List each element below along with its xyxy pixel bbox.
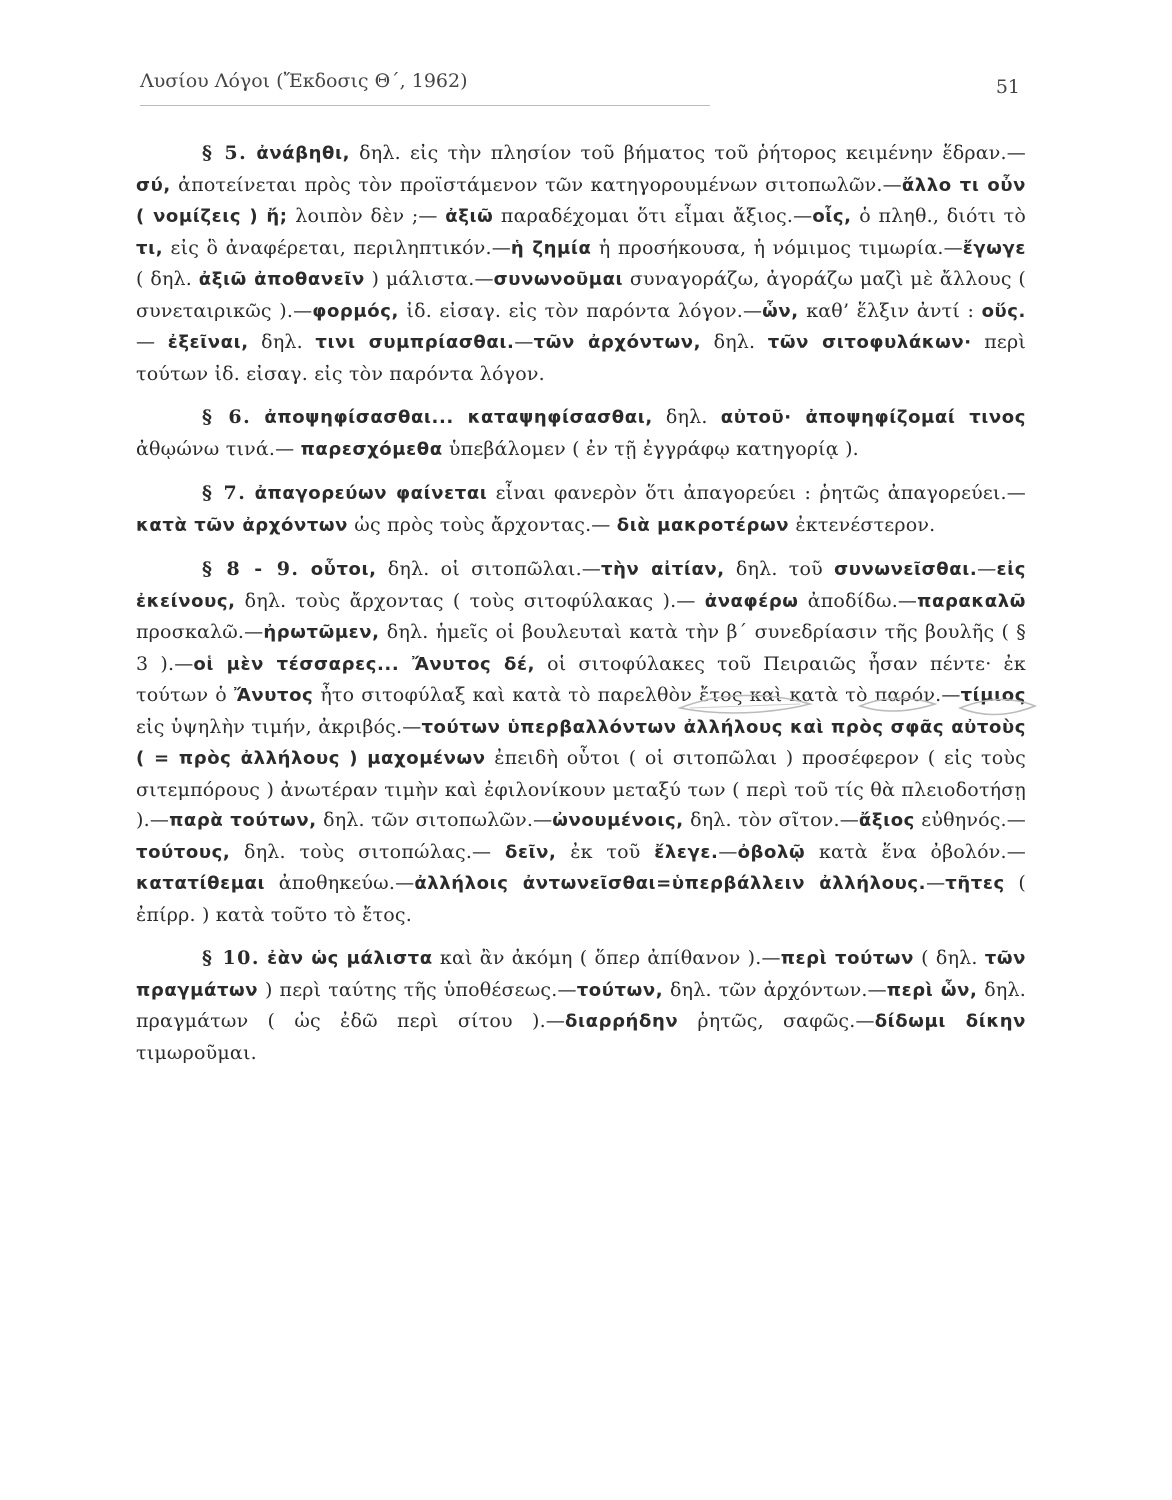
gloss: ἐκτενέστερον. <box>789 513 936 536</box>
lemma: ἠρωτῶμεν, <box>263 622 380 643</box>
gloss: — <box>718 840 738 863</box>
lemma: κατὰ τῶν ἀρχόντων <box>136 514 349 536</box>
gloss: δηλ. <box>248 331 316 353</box>
section-number: § 10. <box>202 947 261 969</box>
lemma: συνωνοῦμαι <box>493 269 624 290</box>
lemma: ὀβολῷ <box>737 841 806 863</box>
gloss: ἐπειδὴ οὗτοι ( οἱ σιτοπῶλαι ) προσέφερον ( εἰς τοὺς σιτεμπόρους ) ἀνωτέραν τιμὴν καὶ ἐφιλονίκουν μεταξύ των ( περὶ τοῦ τίς θὰ πλειοδοτήσῃ ).— <box>136 747 1026 831</box>
lemma: παρὰ τούτων, <box>169 810 317 831</box>
gloss: εἶναι φανερὸν ὅτι ἀπαγορεύει : ῥητῶς ἀπαγορεύει.— <box>487 482 1026 504</box>
lemma: συνωνεῖσθαι. <box>834 559 978 580</box>
section-number: § 5. <box>202 142 248 164</box>
gloss: ( δηλ. <box>914 947 985 969</box>
lemma: τούτων, <box>576 979 664 1001</box>
lemma: περὶ ὧν, <box>886 979 978 1001</box>
gloss: εἰς ὃ ἀναφέρεται, περιληπτικόν.— <box>163 236 511 259</box>
gloss: ἰδ. εἰσαγ. εἰς τὸν παρόντα λόγον.— <box>398 299 763 322</box>
lemma: ἀλλήλοις ἀντωνεῖσθαι=ὑπερβάλλειν ἀλλήλους. <box>414 873 927 894</box>
gloss: παραδέχομαι ὅτι εἶμαι ἄξιος.— <box>493 205 813 227</box>
lemma: οἷς, <box>812 206 852 227</box>
lemma: δεῖν, <box>504 841 557 863</box>
gloss: δηλ. τοὺς ἄρχοντας ( τοὺς σιτοφύλακας ).— <box>235 589 705 612</box>
gloss: λοιπὸν δὲν ;— <box>287 205 446 227</box>
lemma: ἔγωγε <box>962 237 1027 259</box>
lemma: ὠνουμένοις, <box>552 810 684 831</box>
gloss: — <box>136 331 168 353</box>
gloss: ἦτο σιτοφύλαξ καὶ κατὰ τὸ παρελθὸν ἔτος καὶ κατὰ τὸ παρόν.— <box>313 684 961 706</box>
commentary-paragraph <box>136 402 1026 465</box>
lemma: ἐξεῖναι, <box>167 332 249 353</box>
gloss: ἐκ τοῦ <box>556 840 655 863</box>
lemma: κατατίθεμαι <box>136 873 266 894</box>
section-number: § 6. <box>202 406 252 428</box>
header-rule <box>140 105 710 106</box>
gloss: δηλ. τοῦ <box>724 558 835 580</box>
lemma: τῆτες <box>945 873 1005 894</box>
lemma: ἀξιῶ <box>445 206 494 227</box>
lemma: τὴν αἰτίαν, <box>601 559 725 580</box>
lemma: τῶν ἀρχόντων, <box>533 332 702 353</box>
gloss: προσκαλῶ.— <box>136 621 264 643</box>
gloss: δηλ. <box>701 331 768 353</box>
lemma: παρακαλῶ <box>917 590 1026 612</box>
gloss: — <box>977 558 997 580</box>
lemma: διαρρήδην <box>565 1011 679 1032</box>
lemma: ἀποψηφίσασθαι... καταψηφίσασθαι, <box>264 407 653 428</box>
gloss: τιμωροῦμαι. <box>136 1041 257 1064</box>
gloss: ὑπεβάλομεν ( ἐν τῇ ἐγγράφῳ κατηγορίᾳ ). <box>442 437 859 460</box>
gloss: καὶ ἂν ἀκόμη ( ὅπερ ἀπίθανον ).— <box>432 947 781 969</box>
lemma: παρεσχόμεθα <box>300 438 443 460</box>
gloss: ὡς πρὸς τοὺς ἄρχοντας.— <box>348 513 617 536</box>
gloss: δηλ. πραγμάτων ( ὡς ἐδῶ περὶ σίτου ).— <box>136 978 1026 1032</box>
gloss: δηλ. εἰς τὴν πλησίον τοῦ βήματος τοῦ ῥήτορος κειμένην ἕδραν.— <box>350 142 1026 164</box>
lemma: Ἄνυτος <box>233 685 314 706</box>
lemma: δίδωμι δίκην <box>874 1011 1026 1032</box>
gloss: οἱ σιτοφύλακες τοῦ Πειραιῶς ἦσαν πέντε· ἐκ τούτων ὁ <box>136 652 1026 706</box>
lemma: τούτους, <box>136 841 231 863</box>
lemma: τῶν πραγμάτων <box>136 948 1026 1001</box>
gloss: περὶ τούτων ἰδ. εἰσαγ. εἰς τὸν παρόντα λόγον. <box>136 331 1026 385</box>
lemma: ὧν, <box>762 300 799 322</box>
lemma: διὰ μακροτέρων <box>616 514 790 536</box>
gloss: ἀποδίδω.— <box>798 589 918 612</box>
commentary-paragraph <box>136 943 1026 1068</box>
leaf-ornament-icon <box>670 690 1040 720</box>
gloss: συναγοράζω, ἀγοράζω μαζὶ μὲ ἄλλους ( συνεταιρικῶς ).— <box>136 268 1027 322</box>
gloss: δηλ. τῶν σιτοπωλῶν.— <box>316 809 553 831</box>
gloss: ) μάλιστα.— <box>364 268 494 290</box>
lemma: ἄλλο τι οὖν ( νομίζεις ) ἤ; <box>136 174 1027 227</box>
gloss: εἰς ὑψηλὴν τιμήν, ἀκριβός.— <box>136 715 422 738</box>
gloss: ῥητῶς, σαφῶς.— <box>678 1010 875 1032</box>
gloss: εὐθηνός.— <box>914 809 1026 831</box>
lemma: ἀναφέρω <box>704 590 799 612</box>
lemma: τῶν σιτοφυλάκων· <box>767 332 972 353</box>
gloss: ἡ προσήκουσα, ἡ νόμιμος τιμωρία.— <box>591 236 963 259</box>
gloss: δηλ. τῶν ἀρχόντων.— <box>663 978 887 1001</box>
gloss: — <box>926 872 946 894</box>
gloss: ( ἐπίρρ. ) κατὰ τοῦτο τὸ ἔτος. <box>136 872 1026 926</box>
section-number: § 7. <box>202 482 247 504</box>
commentary-body <box>136 138 1026 1081</box>
lemma: οὗτοι, <box>310 559 377 580</box>
commentary-paragraph <box>136 138 1026 389</box>
lemma: οἱ μὲν τέσσαρες... Ἄνυτος δέ, <box>193 653 536 675</box>
lemma: τι, <box>136 237 164 259</box>
gloss: δηλ. ἡμεῖς οἱ βουλευταὶ κατὰ τὴν β΄ συνεδρίασιν τῆς βουλῆς ( § 3 ).— <box>136 621 1026 675</box>
lemma: ἀξιῶ ἀποθανεῖν <box>198 269 365 290</box>
gloss: ἀποθηκεύω.— <box>265 872 415 894</box>
lemma: φορμός, <box>312 300 399 322</box>
gloss: ἀποτείνεται πρὸς τὸν προϊστάμενον τῶν κατηγορουμένων σιτοπωλῶν.— <box>170 173 902 196</box>
lemma: ἀνάβηθι, <box>256 143 351 164</box>
lemma: περὶ τούτων <box>780 948 915 969</box>
page-number: 51 <box>995 76 1020 98</box>
lemma: οὕς. <box>981 300 1026 322</box>
gloss: δηλ. τὸν σῖτον.— <box>683 809 859 831</box>
lemma: ἔλεγε. <box>654 841 719 863</box>
gloss: ἀθῳώνω τινά.— <box>136 437 301 460</box>
gloss: καθ’ ἕλξιν ἀντί : <box>798 299 982 322</box>
lemma: αὐτοῦ· ἀποψηφίζομαί τινος <box>720 407 1027 428</box>
lemma: ἀπαγορεύων φαίνεται <box>254 483 488 504</box>
gloss: δηλ. τοὺς σιτοπώλας.— <box>230 840 505 863</box>
lemma: ἐὰν ὡς μάλιστα <box>267 948 433 969</box>
gloss: δηλ. οἱ σιτοπῶλαι.— <box>376 558 602 580</box>
section-number: § 8 - 9. <box>202 558 300 580</box>
lemma: σύ, <box>136 174 171 196</box>
lemma: ἄξιος <box>858 810 915 831</box>
lemma: τίμιος <box>960 685 1026 706</box>
gloss: ) περὶ ταύτης τῆς ὑποθέσεως.— <box>258 978 577 1001</box>
commentary-paragraph <box>136 554 1026 930</box>
gloss: — <box>514 331 534 353</box>
lemma: τινι συμπρίασθαι. <box>315 332 515 353</box>
lemma: εἰς ἐκείνους, <box>136 559 1026 612</box>
lemma: ἡ ζημία <box>510 237 592 259</box>
running-title: Λυσίου Λόγοι (Ἔκδοσις Θ΄, 1962) <box>140 70 468 92</box>
gloss: κατὰ ἕνα ὀβολόν.— <box>805 840 1026 863</box>
gloss: ὁ πληθ., διότι τὸ <box>851 205 1026 227</box>
gloss: ( δηλ. <box>136 268 199 290</box>
commentary-paragraph <box>136 478 1026 541</box>
lemma: τούτων ὑπερβαλλόντων ἀλλήλους καὶ πρὸς σφᾶς αὐτοὺς ( = πρὸς ἀλλήλους ) μαχομένων <box>136 716 1026 769</box>
gloss: δηλ. <box>652 406 721 428</box>
